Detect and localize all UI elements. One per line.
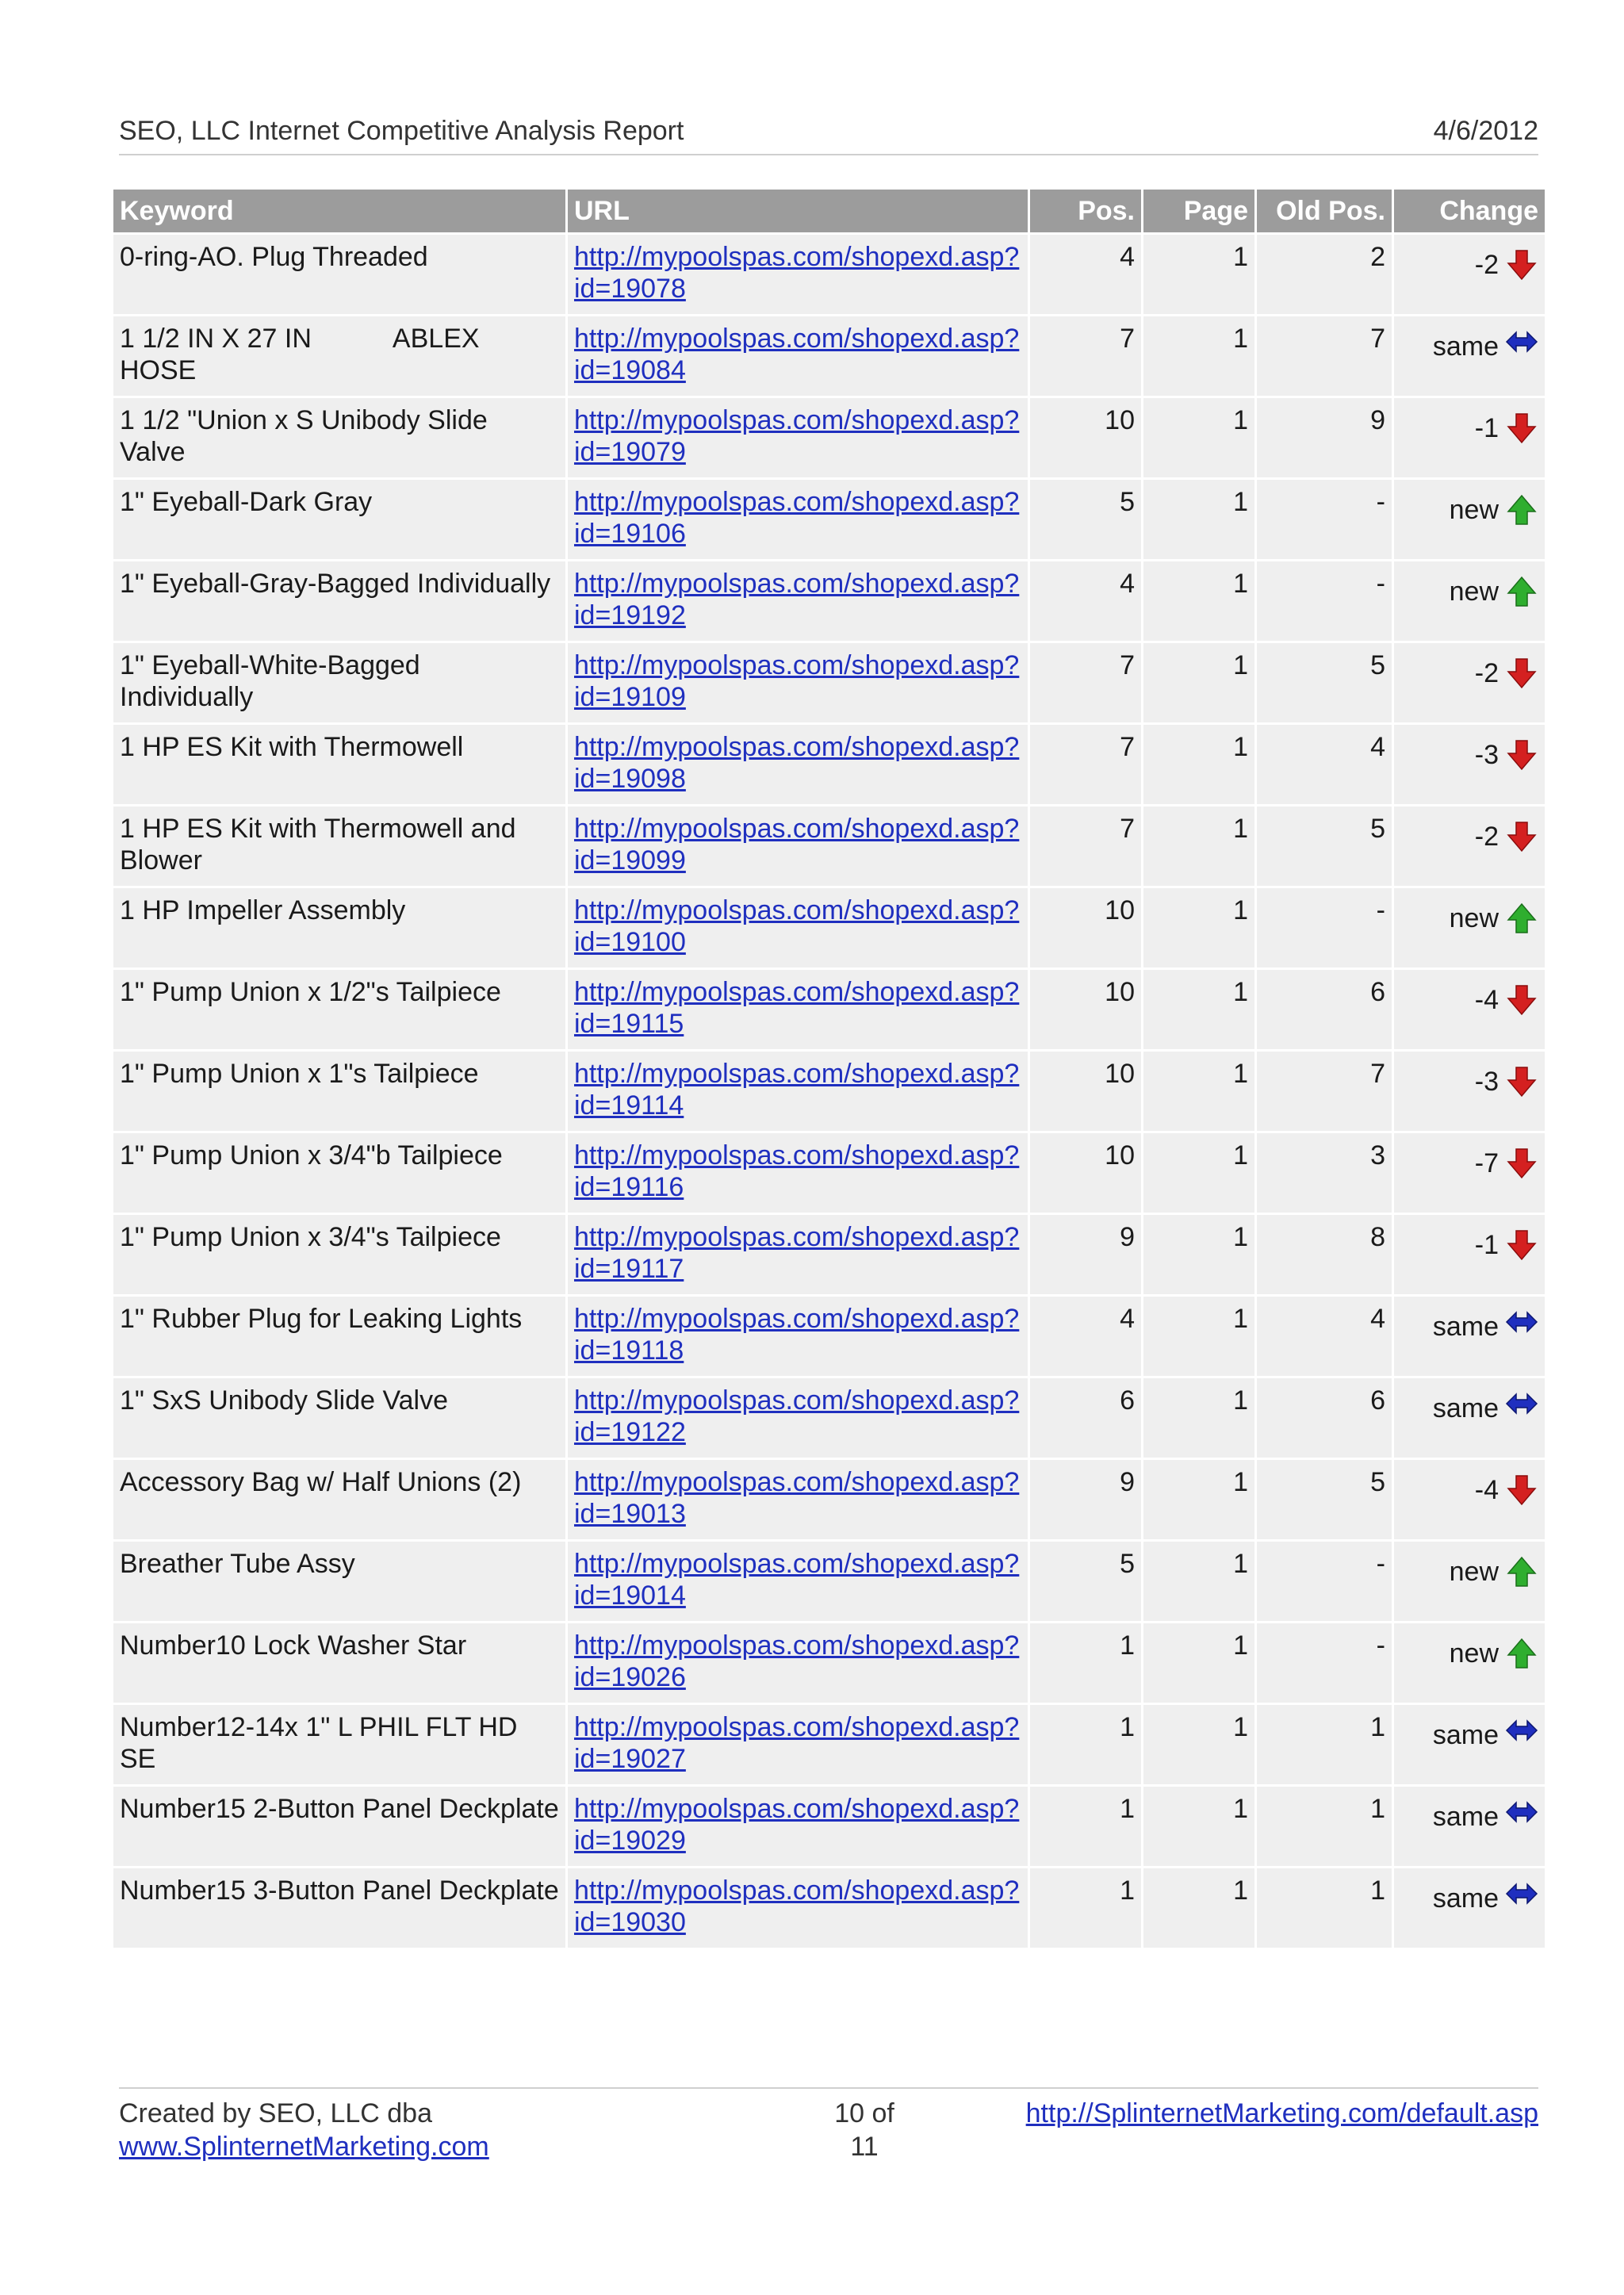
url-link[interactable]: http://mypoolspas.com/shopexd.asp?id=19029 [574,1794,1020,1856]
change-indicator [1475,1148,1538,1179]
url-cell [568,480,1028,559]
table-header-row [113,190,1545,232]
left-right-arrow-icon [1505,1801,1538,1833]
up-arrow-icon [1505,1556,1538,1588]
change-value: new [1449,903,1499,933]
pos-cell: 10 [1030,970,1141,1049]
pos-cell: 4 [1030,1297,1141,1376]
change-value: new [1449,1557,1499,1587]
table-row [113,1705,1545,1784]
change-cell [1394,725,1545,804]
change-value: same [1432,1802,1499,1832]
left-right-arrow-icon [1505,1719,1538,1751]
keyword-cell: Number15 3-Button Panel Deckplate [113,1868,565,1948]
change-cell [1394,398,1545,477]
url-cell [568,1215,1028,1294]
url-cell [568,807,1028,886]
up-arrow-icon [1505,902,1538,934]
url-cell [568,316,1028,396]
keyword-cell: Number10 Lock Washer Star [113,1623,565,1703]
url-link[interactable]: http://mypoolspas.com/shopexd.asp?id=19117 [574,1222,1020,1284]
table-row [113,888,1545,967]
down-arrow-icon [1505,821,1538,852]
pos-cell: 6 [1030,1378,1141,1458]
change-cell [1394,480,1545,559]
page-cell: 1 [1143,643,1254,722]
pos-cell: 7 [1030,807,1141,886]
url-cell [568,970,1028,1049]
change-cell [1394,561,1545,641]
footer-url-link[interactable]: http://SplinternetMarketing.com/default.asp [1025,2098,1538,2128]
change-indicator [1475,1229,1538,1261]
page-cell: 1 [1143,1542,1254,1621]
change-indicator [1475,1474,1538,1506]
page-cell: 1 [1143,1378,1254,1458]
old-pos-cell: 3 [1257,1133,1392,1213]
down-arrow-icon [1505,1474,1538,1506]
pos-cell: 9 [1030,1215,1141,1294]
column-header-keyword[interactable]: Keyword [113,190,565,232]
table-row [113,1623,1545,1703]
table-row [113,1133,1545,1213]
old-pos-cell: - [1257,1542,1392,1621]
url-cell [568,725,1028,804]
pos-cell: 4 [1030,561,1141,641]
old-pos-cell: 5 [1257,643,1392,722]
pos-cell: 7 [1030,643,1141,722]
page-cell: 1 [1143,1705,1254,1784]
left-right-arrow-icon [1505,331,1538,362]
change-indicator [1450,494,1538,526]
old-pos-cell: 7 [1257,316,1392,396]
change-value: -4 [1474,1475,1499,1505]
column-header-url[interactable]: URL [568,190,1028,232]
page-cell: 1 [1143,970,1254,1049]
left-right-arrow-icon [1505,1393,1538,1424]
pos-cell: 5 [1030,480,1141,559]
url-link[interactable]: http://mypoolspas.com/shopexd.asp?id=19014 [574,1549,1020,1611]
change-cell [1394,1787,1545,1866]
table-row [113,970,1545,1049]
url-cell [568,561,1028,641]
url-cell [568,1787,1028,1866]
change-indicator [1450,902,1538,934]
keyword-cell: 1" SxS Unibody Slide Valve [113,1378,565,1458]
page-cell: 1 [1143,1052,1254,1131]
table-row [113,1787,1545,1866]
url-link[interactable]: http://mypoolspas.com/shopexd.asp?id=19115 [574,977,1020,1039]
change-value: same [1432,1393,1499,1423]
change-value: new [1449,577,1499,607]
old-pos-cell: - [1257,1623,1392,1703]
change-cell [1394,970,1545,1049]
old-pos-cell: 6 [1257,970,1392,1049]
change-cell [1394,1378,1545,1458]
pos-cell: 10 [1030,888,1141,967]
change-indicator [1475,984,1538,1016]
change-value: -1 [1474,413,1499,443]
change-value: -2 [1474,822,1499,852]
old-pos-cell: - [1257,480,1392,559]
old-pos-cell: - [1257,561,1392,641]
column-header-pos[interactable]: Pos. [1030,190,1141,232]
url-link[interactable]: http://mypoolspas.com/shopexd.asp?id=19030 [574,1875,1020,1937]
table-row [113,1215,1545,1294]
page-cell: 1 [1143,1623,1254,1703]
keyword-cell: Number12-14x 1" L PHIL FLT HD SE [113,1705,565,1784]
keyword-cell: 1 1/2 "Union x S Unibody Slide Valve [113,398,565,477]
url-link[interactable]: http://mypoolspas.com/shopexd.asp?id=19013 [574,1467,1020,1529]
keyword-cell: 1 HP ES Kit with Thermowell and Blower [113,807,565,886]
url-link[interactable]: http://mypoolspas.com/shopexd.asp?id=19026 [574,1630,1020,1692]
change-indicator [1450,576,1538,607]
footer-created-by: Created by SEO, LLC dba [119,2098,433,2128]
page-number: 10 of 11 [834,2098,894,2162]
down-arrow-icon [1505,1229,1538,1261]
down-arrow-icon [1505,984,1538,1016]
url-cell [568,643,1028,722]
page-cell: 1 [1143,725,1254,804]
page-cell: 1 [1143,888,1254,967]
change-indicator [1475,249,1538,281]
footer-credits [119,2097,489,2163]
change-cell [1394,1542,1545,1621]
keyword-cell: Breather Tube Assy [113,1542,565,1621]
change-cell [1394,1215,1545,1294]
url-link[interactable]: http://mypoolspas.com/shopexd.asp?id=19084 [574,324,1020,385]
change-value: -2 [1474,250,1499,280]
keyword-cell: 1" Eyeball-Dark Gray [113,480,565,559]
change-indicator [1475,821,1538,852]
keyword-cell: Accessory Bag w/ Half Unions (2) [113,1460,565,1539]
old-pos-cell: 8 [1257,1215,1392,1294]
down-arrow-icon [1505,1148,1538,1179]
old-pos-cell: 5 [1257,807,1392,886]
old-pos-cell: 5 [1257,1460,1392,1539]
change-indicator [1433,331,1538,362]
keyword-ranking-table [111,187,1547,1950]
keyword-cell: 1" Eyeball-White-Bagged Individually [113,643,565,722]
table-row [113,643,1545,722]
report-date: 4/6/2012 [1433,116,1538,146]
change-value: same [1432,1883,1499,1914]
down-arrow-icon [1505,657,1538,689]
page-cell: 1 [1143,1133,1254,1213]
url-link[interactable]: http://mypoolspas.com/shopexd.asp?id=19098 [574,732,1020,794]
column-header-old-pos[interactable]: Old Pos. [1257,190,1392,232]
page-cell: 1 [1143,1297,1254,1376]
change-cell [1394,1460,1545,1539]
report-title: SEO, LLC Internet Competitive Analysis Report [119,116,684,146]
column-header-change[interactable]: Change [1394,190,1545,232]
pos-cell: 10 [1030,398,1141,477]
page-cell: 1 [1143,316,1254,396]
old-pos-cell: 1 [1257,1705,1392,1784]
change-cell [1394,1623,1545,1703]
change-cell [1394,1052,1545,1131]
left-right-arrow-icon [1505,1311,1538,1343]
old-pos-cell: 9 [1257,398,1392,477]
keyword-cell: 1" Pump Union x 3/4"s Tailpiece [113,1215,565,1294]
change-indicator [1433,1801,1538,1833]
table-row [113,1052,1545,1131]
table-row [113,1460,1545,1539]
table-row [113,1868,1545,1948]
up-arrow-icon [1505,576,1538,607]
keyword-cell: Number15 2-Button Panel Deckplate [113,1787,565,1866]
change-value: new [1449,1638,1499,1669]
change-indicator [1475,1066,1538,1098]
change-cell [1394,1868,1545,1948]
table-row [113,235,1545,314]
page-footer [119,2087,1538,2168]
down-arrow-icon [1505,1066,1538,1098]
url-cell [568,1705,1028,1784]
change-indicator [1475,412,1538,444]
change-value: -2 [1474,658,1499,688]
page-cell: 1 [1143,235,1254,314]
old-pos-cell: - [1257,888,1392,967]
page-cell: 1 [1143,398,1254,477]
url-cell [568,1623,1028,1703]
url-link[interactable]: http://mypoolspas.com/shopexd.asp?id=19079 [574,405,1020,467]
pos-cell: 7 [1030,316,1141,396]
keyword-cell: 1" Rubber Plug for Leaking Lights [113,1297,565,1376]
keyword-cell: 1 HP ES Kit with Thermowell [113,725,565,804]
pos-cell: 4 [1030,235,1141,314]
url-cell [568,1133,1028,1213]
url-cell [568,1297,1028,1376]
table-row [113,316,1545,396]
down-arrow-icon [1505,412,1538,444]
url-link[interactable]: http://mypoolspas.com/shopexd.asp?id=19109 [574,650,1020,712]
url-link[interactable]: http://mypoolspas.com/shopexd.asp?id=19106 [574,487,1020,549]
change-value: new [1449,495,1499,525]
change-cell [1394,1133,1545,1213]
url-link[interactable]: http://mypoolspas.com/shopexd.asp?id=19078 [574,242,1020,304]
url-cell [568,1542,1028,1621]
up-arrow-icon [1505,494,1538,526]
url-link[interactable]: http://mypoolspas.com/shopexd.asp?id=19116 [574,1140,1020,1202]
change-value: same [1432,1312,1499,1342]
keyword-cell: 1 HP Impeller Assembly [113,888,565,967]
change-cell [1394,807,1545,886]
report-header [119,116,1538,155]
change-value: -1 [1474,1230,1499,1260]
change-indicator [1475,739,1538,771]
column-header-page[interactable]: Page [1143,190,1254,232]
url-cell [568,1052,1028,1131]
url-cell [568,1378,1028,1458]
change-value: same [1432,331,1499,362]
pos-cell: 1 [1030,1787,1141,1866]
table-row [113,1378,1545,1458]
url-cell [568,398,1028,477]
page-cell: 1 [1143,1215,1254,1294]
pos-cell: 1 [1030,1705,1141,1784]
url-cell [568,888,1028,967]
pos-cell: 9 [1030,1460,1141,1539]
url-link[interactable]: http://mypoolspas.com/shopexd.asp?id=19122 [574,1385,1020,1447]
old-pos-cell: 4 [1257,1297,1392,1376]
change-cell [1394,235,1545,314]
url-link[interactable]: http://mypoolspas.com/shopexd.asp?id=19099 [574,814,1020,875]
table-row [113,1297,1545,1376]
pos-cell: 7 [1030,725,1141,804]
url-link[interactable]: http://mypoolspas.com/shopexd.asp?id=19118 [574,1304,1020,1366]
pos-cell: 10 [1030,1052,1141,1131]
table-row [113,725,1545,804]
page-cell: 1 [1143,561,1254,641]
keyword-cell: 1" Eyeball-Gray-Bagged Individually [113,561,565,641]
page-cell: 1 [1143,1460,1254,1539]
change-cell [1394,1297,1545,1376]
pos-cell: 1 [1030,1623,1141,1703]
url-link[interactable]: http://mypoolspas.com/shopexd.asp?id=19027 [574,1712,1020,1774]
pos-cell: 5 [1030,1542,1141,1621]
change-indicator [1433,1883,1538,1914]
keyword-cell: 1" Pump Union x 3/4"b Tailpiece [113,1133,565,1213]
url-link[interactable]: http://mypoolspas.com/shopexd.asp?id=19192 [574,569,1020,630]
url-cell [568,1868,1028,1948]
url-link[interactable]: http://mypoolspas.com/shopexd.asp?id=19114 [574,1059,1020,1121]
old-pos-cell: 2 [1257,235,1392,314]
table-row [113,480,1545,559]
change-value: same [1432,1720,1499,1750]
url-cell [568,1460,1028,1539]
change-indicator [1450,1556,1538,1588]
left-right-arrow-icon [1505,1883,1538,1914]
change-cell [1394,643,1545,722]
page-cell: 1 [1143,1868,1254,1948]
page-cell: 1 [1143,807,1254,886]
old-pos-cell: 7 [1257,1052,1392,1131]
page-cell: 1 [1143,480,1254,559]
pos-cell: 10 [1030,1133,1141,1213]
old-pos-cell: 1 [1257,1787,1392,1866]
old-pos-cell: 4 [1257,725,1392,804]
up-arrow-icon [1505,1638,1538,1669]
change-indicator [1450,1638,1538,1669]
url-link[interactable]: http://mypoolspas.com/shopexd.asp?id=19100 [574,895,1020,957]
url-cell [568,235,1028,314]
change-indicator [1433,1311,1538,1343]
change-cell [1394,888,1545,967]
down-arrow-icon [1505,249,1538,281]
table-row [113,1542,1545,1621]
down-arrow-icon [1505,739,1538,771]
keyword-cell: 1 1/2 IN X 27 IN ABLEX HOSE [113,316,565,396]
keyword-cell: 1" Pump Union x 1/2"s Tailpiece [113,970,565,1049]
change-indicator [1433,1719,1538,1751]
keyword-cell: 1" Pump Union x 1"s Tailpiece [113,1052,565,1131]
old-pos-cell: 6 [1257,1378,1392,1458]
page-cell: 1 [1143,1787,1254,1866]
change-value: -3 [1474,1067,1499,1097]
change-indicator [1475,657,1538,689]
old-pos-cell: 1 [1257,1868,1392,1948]
table-row [113,398,1545,477]
change-cell [1394,1705,1545,1784]
table-row [113,561,1545,641]
change-value: -4 [1474,985,1499,1015]
table-row [113,807,1545,886]
footer-site-link[interactable]: www.SplinternetMarketing.com [119,2132,489,2162]
change-value: -7 [1474,1148,1499,1178]
change-indicator [1433,1393,1538,1424]
change-value: -3 [1474,740,1499,770]
pos-cell: 1 [1030,1868,1141,1948]
change-cell [1394,316,1545,396]
keyword-cell: 0-ring-AO. Plug Threaded [113,235,565,314]
